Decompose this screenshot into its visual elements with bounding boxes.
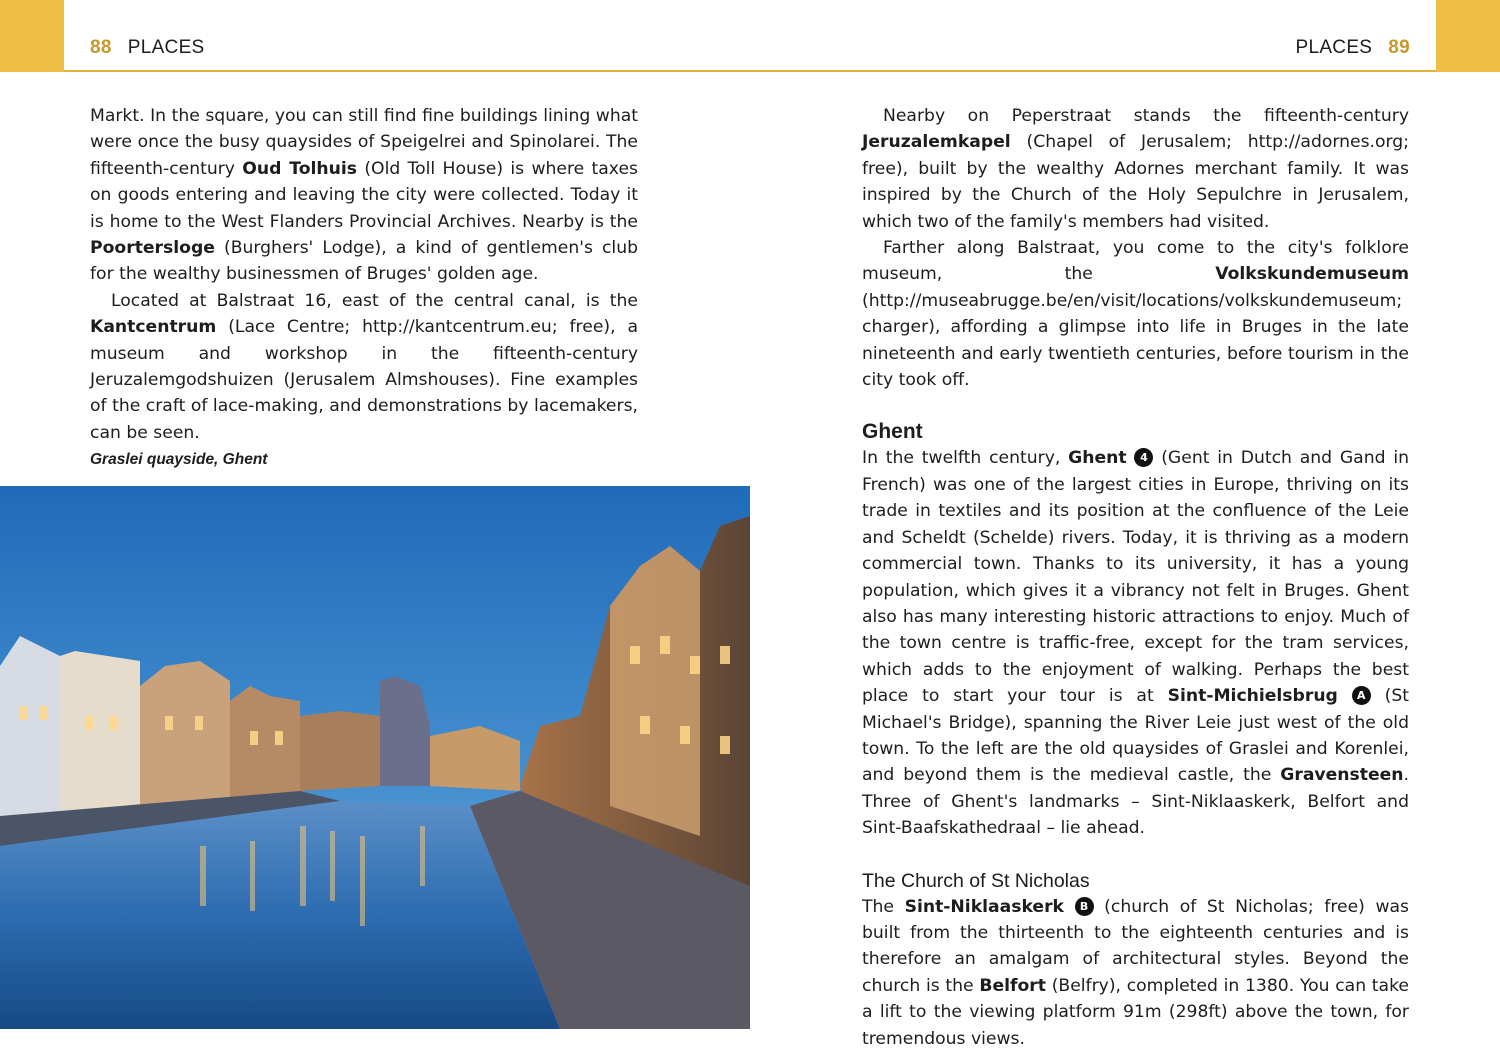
graslei-photo — [0, 486, 750, 1029]
right-section-title: PLACES — [1295, 37, 1373, 58]
paragraph-volkskundemuseum: Farther along Balstraat, you come to the city's folklore museum, the Volkskundemuseum (http://museabrugge.be/en/visit/locations/volkskundemuseum; charger), affording a glimpse into life in Bruges in the late nineteenth and early twentieth centuries, before tourism in the city took off. — [862, 238, 1409, 391]
term-gravensteen: Gravensteen — [1280, 765, 1404, 786]
paragraph-markt: Markt. In the square, you can still find fine buildings lining what were once the busy quaysides of Speigelrei and Spinolarei. The fifteenth-century Oud Tolhuis (Old Toll House) is where taxes on goods entering and leaving the city were collected. Today it is home to the West Flanders Provincial Archives. Nearby is the Poortersloge (Burghers' Lodge), a kind of gentlemen's club for the wealthy businessmen of Bruges' golden age. — [90, 106, 638, 285]
right-page-tab — [1436, 0, 1500, 72]
right-page-number: 89 — [1388, 37, 1410, 58]
paragraph-ghent: In the twelfth century, Ghent 4 (Gent in Dutch and Gand in French) was one of the largest cities in Europe, thriving on its trade in textiles and its position at the confluence of the Leie and Scheldt (Schelde) rivers. Today, it is thriving as a modern commercial town. Thanks to its university, it has a young population, which gives it a vibrancy not felt in Bruges. Ghent also has many interesting historic attractions to enjoy. Much of the town centre is traffic-free, except for the tram services, which adds to the enjoyment of walking. Perhaps the best place to start your tour is at Sint-Michielsbrug A (St Michael's Bridge), spanning the River Leie just west of the old town. To the left are the old quaysides of Graslei and Korenlei, and beyond them is the medieval castle, the Gravensteen. Three of Ghent's landmarks – Sint-Niklaaskerk, Belfort and Sint-Baafskathedraal – lie ahead. — [862, 448, 1409, 839]
left-page-number: 88 — [90, 37, 112, 58]
right-running-head — [1295, 37, 1410, 59]
heading-church-st-nicholas: The Church of St Nicholas — [862, 869, 1090, 892]
map-marker-b: B — [1075, 897, 1094, 916]
map-marker-4: 4 — [1134, 448, 1153, 467]
term-poortersloge: Poortersloge — [90, 238, 215, 259]
map-marker-a: A — [1352, 686, 1371, 705]
left-page-tab — [0, 0, 64, 72]
left-running-head — [90, 37, 205, 59]
paragraph-sint-niklaaskerk: The Sint-Niklaaskerk B (church of St Nicholas; free) was built from the thirteenth to the eighteenth centuries and is therefore an amalgam of architectural styles. Beyond the church is the Belfort (Belfry), completed in 1380. You can take a lift to the viewing platform 91m (298ft) above the town, for tremendous views. — [862, 896, 1409, 1049]
term-sint-michielsbrug: Sint-Michielsbrug — [1167, 686, 1338, 707]
paragraph-jeruzalemkapel: Nearby on Peperstraat stands the fifteenth-century Jeruzalemkapel (Chapel of Jerusalem; http://adornes.org; free), built by the wealthy Adornes merchant family. It was inspired by the Church of the Holy Sepulchre in Jerusalem, which two of the family's members had visited. — [862, 106, 1409, 232]
term-oud-tolhuis: Oud Tolhuis — [242, 158, 358, 179]
term-sint-niklaaskerk: Sint-Niklaaskerk — [904, 896, 1064, 917]
term-belfort: Belfort — [979, 975, 1046, 996]
left-section-title: PLACES — [127, 37, 205, 58]
right-column — [862, 103, 1409, 1052]
term-kantcentrum: Kantcentrum — [90, 317, 217, 338]
left-column — [90, 103, 638, 446]
page-header — [64, 0, 1436, 72]
term-ghent: Ghent — [1068, 448, 1127, 469]
term-jeruzalemkapel: Jeruzalemkapel — [862, 132, 1011, 153]
heading-ghent: Ghent — [862, 420, 923, 444]
photo-caption: Graslei quayside, Ghent — [90, 451, 268, 468]
term-volkskundemuseum: Volkskundemuseum — [1215, 264, 1409, 285]
paragraph-kantcentrum: Located at Balstraat 16, east of the central canal, is the Kantcentrum (Lace Centre; http://kantcentrum.eu; free), a museum and workshop in the fifteenth-century Jeruzalemgodshuizen (Jerusalem Almshouses). Fine examples of the craft of lace-making, and demonstrations by lacemakers, can be seen. — [90, 290, 638, 443]
